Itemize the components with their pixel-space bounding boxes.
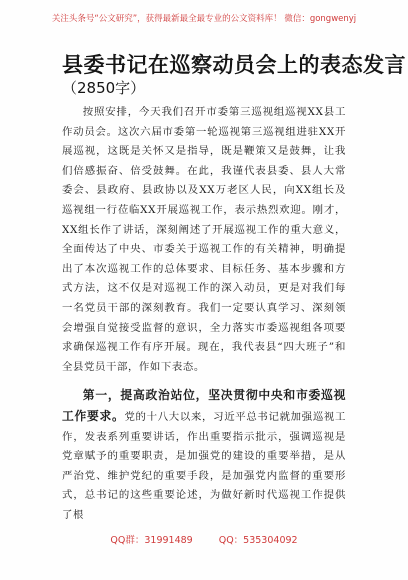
paragraph-2-text: 党的十八大以来，习近平总书记就加强巡视工作，发表系列重要讲话，作出重要指示批示，强调巡视是党章赋予的重要职责，是加强党的建设的重要举措，是从严治党、维护党纪的重要手段，是加强党内监督的重要形式，总书记的这些重要论述，为做好新时代巡视工作提供了根 [62,410,346,521]
paragraph-2 [62,386,346,525]
footer-qq-group: QQ群：31991489 [110,535,193,546]
paragraph-1-text: 按照安排，今天我们召开市委第三巡视组巡视XX县工作动员会。这次六届市委第一轮巡视第三巡视组进驻XX开展巡视，这既是关怀又是指导，既是鞭策又是鼓舞，让我们倍感振奋、倍受鼓舞。在此，我谨代表县委、县人大常委会、县政府、县政协以及XX万老区人民，向XX组长及巡视组一行莅临XX开展巡视工作，表示热烈欢迎。刚才，XX组长作了讲话，深刻阐述了开展巡视工作的重大意义，全面传达了中央、市委关于巡视工作的有关精神，明确提出了本次巡视工作的总体要求、目标任务、基本步骤和方式方法，这不仅是对巡视工作的深入动员，更是对我们每一名党员干部的深刻教育。我们一定要认真学习、深刻领会增强自觉接受监督的意识，全力落实市委巡视组各项要求确保巡视工作有序开展。现在，我代表县“四大班子”和全县党员干部，作如下表态。 [62,106,346,373]
document-body [62,103,346,525]
header-promo-note: 关注头条号“公文研究”，获得最新最全最专业的公文资料库！ 微信：gongwenyj [51,14,357,24]
paragraph-1 [62,103,346,377]
footer-contact [0,532,408,546]
word-count-subtitle: （2850字） [62,79,146,97]
footer-qq: QQ：535304092 [218,535,298,546]
paragraph-2-heading: 第一，提高政治站位，坚决贯彻中央和市委巡视工作要求。 [62,388,346,423]
document-title: 县委书记在巡察动员会上的表态发言 [62,53,406,77]
